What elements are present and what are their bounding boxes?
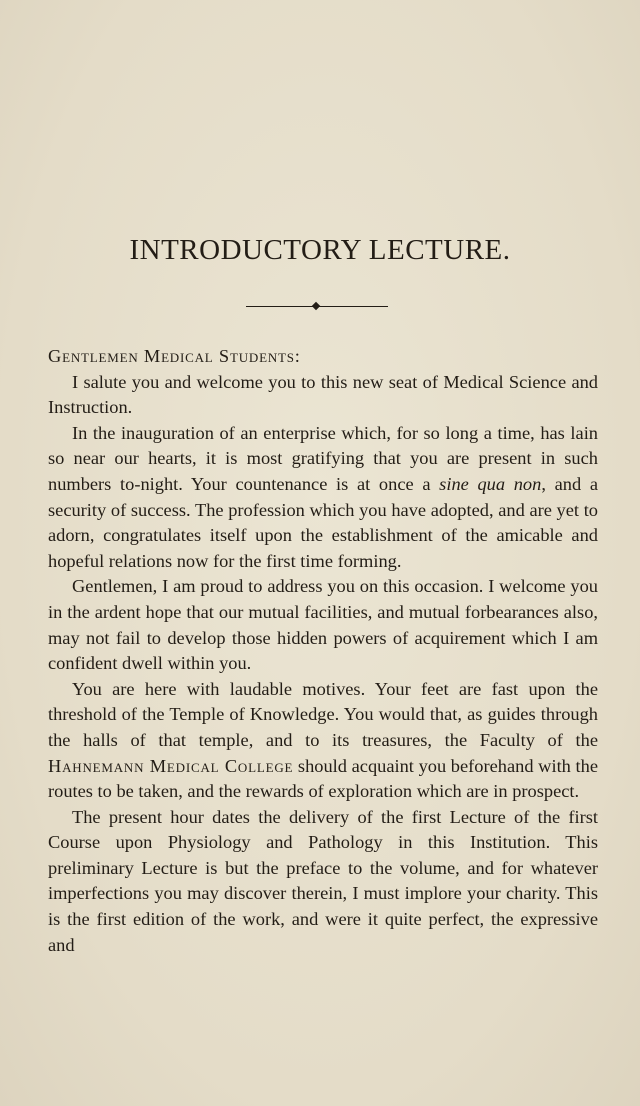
paragraph-1-text: I salute you and welcome you to this new seat of Medical Science and Instruction.	[48, 371, 598, 418]
paragraph-2-text-end: , and a security of success. The profession which you have adopted, and are yet to adorn, congratulates itself upon the establishment of the amicable and hopeful relations now for the first time forming.	[48, 473, 598, 571]
paragraph-2	[48, 421, 598, 575]
college-name: Hahnemann Medical College	[48, 755, 294, 776]
paragraph-2-text-start: In the inauguration of an enterprise which, for so long a time, has lain so near our hearts, it is most gratifying that you are present in such numbers to-night. Your countenance is at once a	[48, 422, 598, 494]
salutation: Gentlemen Medical Students:	[48, 346, 301, 366]
paragraph-3	[48, 574, 598, 676]
paragraph-1	[48, 370, 598, 421]
paragraph-4	[48, 677, 598, 805]
lecture-heading: INTRODUCTORY LECTURE.	[129, 234, 511, 266]
lecture-body	[48, 344, 598, 958]
latin-phrase: sine qua non	[439, 473, 542, 494]
paragraph-3-text: Gentlemen, I am proud to address you on this occasion. I welcome you in the ardent hope that our mutual facilities, and mutual forbearances also, may not fail to develop those hidden powers of acquirement which I am confident dwell within you.	[48, 576, 598, 674]
paragraph-5-text: The present hour dates the delivery of the first Lecture of the first Course upon Physiology and Pathology in this Institution. This preliminary Lecture is but the preface to the volume, and for whatever imperfections you may discover therein, I must implore your charity. This is the first edition of the work, and were it quite perfect, the expressive and	[48, 806, 598, 955]
rule-ornament-diamond	[312, 302, 320, 310]
paragraph-4-text-end: should acquaint you beforehand with the routes to be taken, and the rewards of exploration which are in prospect.	[48, 755, 599, 802]
paragraph-4-text-start: You are here with laudable motives. Your feet are fast upon the threshold of the Temple of Knowledge. You would that, as guides through the halls of that temple, and to its treasures, the Faculty of the	[48, 678, 598, 750]
paragraph-5	[48, 805, 598, 959]
